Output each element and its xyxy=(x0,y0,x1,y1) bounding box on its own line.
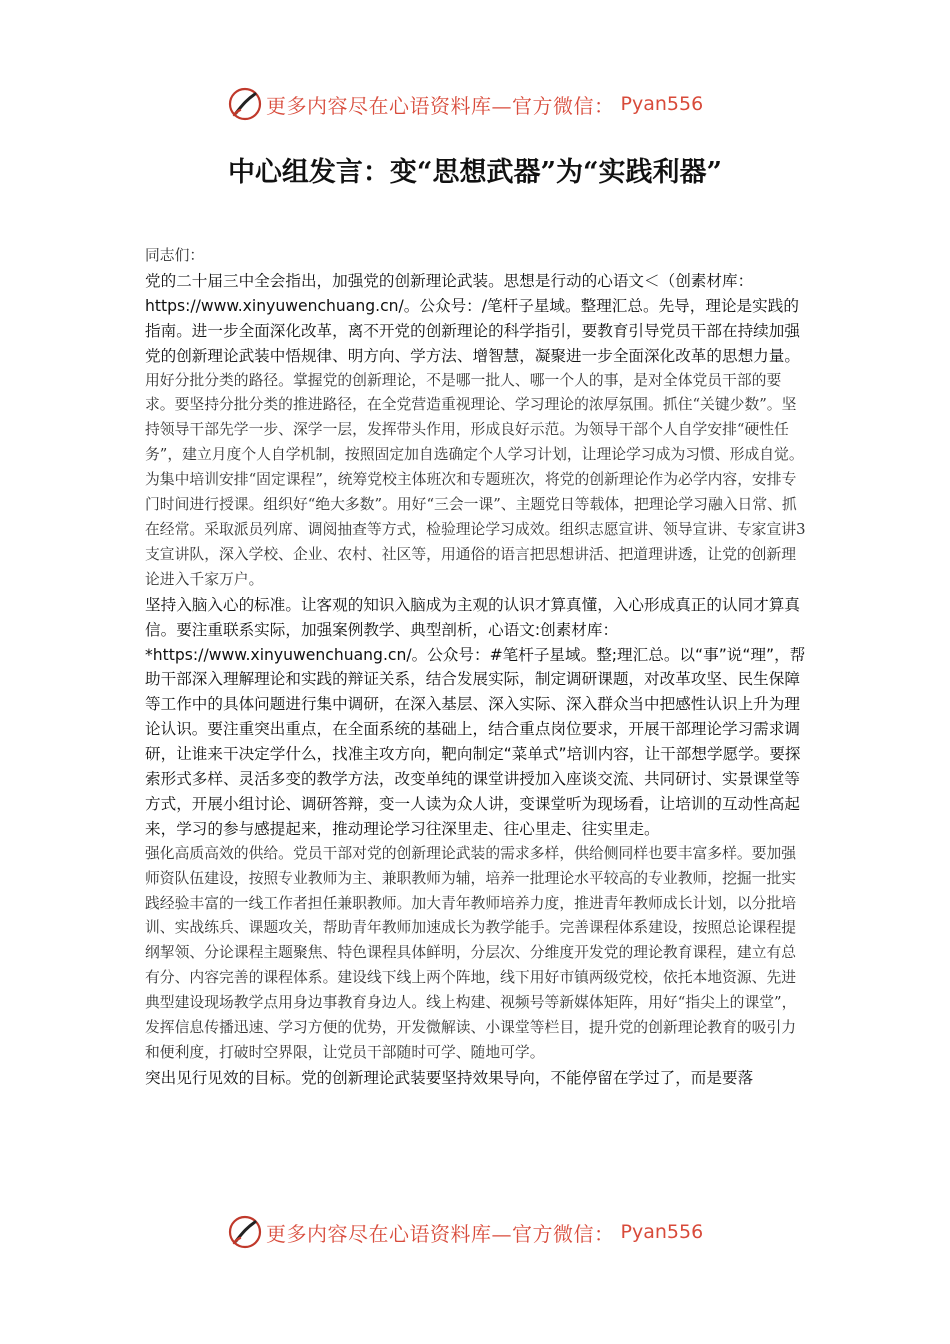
brush-logo-icon xyxy=(228,1215,262,1249)
paragraph-intro: 党的二十届三中全会指出，加强党的创新理论武装。思想是行动的心语文＜（创素材库：https://www.xinyuwenchuang.cn/。公众号：/笔杆子星域。整理汇总。先导，理论是实践的指南。进一步全面深化改革，离不开党的创新理论的科学指引，要教育引导党员干部在持续加强党的创新理论武装中悟规律、明方向、学方法、增智慧，凝聚进一步全面深化改革的思想力量。 xyxy=(145,271,800,365)
paragraph-path: 用好分批分类的路径。掌握党的创新理论，不是哪一批人、哪一个人的事，是对全体党员干部的要求。要坚持分批分类的推进路径，在全党营造重视理论、学习理论的浓厚氛围。抓住“关键少数”。坚持领导干部先学一步、深学一层，发挥带头作用，形成良好示范。为领导干部个人自学安排“硬性任务”，建立月度个人自学机制，按照固定加自选确定个人学习计划，让理论学习成为习惯、形成自觉。为集中培训安排“固定课程”，统筹党校主体班次和专题班次，将党的创新理论作为必学内容，安排专门时间进行授课。组织好“绝大多数”。用好“三会一课”、主题党日等载体，把理论学习融入日常、抓在经常。采取派员列席、调阅抽查等方式，检验理论学习成效。组织志愿宣讲、领导宣讲、专家宣讲3支宣讲队，深入学校、企业、农村、社区等，用通俗的语言把思想讲活、把道理讲透，让党的创新理论进入千家万户。 xyxy=(145,371,806,588)
banner-text: 更多内容尽在心语资料库—官方微信： xyxy=(266,1221,615,1246)
banner-account: Pyan556 xyxy=(620,93,704,115)
banner-text: 更多内容尽在心语资料库—官方微信： xyxy=(266,93,615,118)
brush-logo-icon xyxy=(228,87,262,121)
document-title: 中心组发言：变“思想武器”为“实践利器” xyxy=(227,157,723,188)
paragraph-supply: 强化高质高效的供给。党员干部对党的创新理论武装的需求多样，供给侧同样也要丰富多样。要加强师资队伍建设，按照专业教师为主、兼职教师为辅，培养一批理论水平较高的专业教师，挖掘一批实践经验丰富的一线工作者担任兼职教师。加大青年教师培养力度，推进青年教师成长计划，以分批培训、实战练兵、课题攻关，帮助青年教师加速成长为教学能手。完善课程体系建设，按照总论课程提纲挈领、分论课程主题聚焦、特色课程具体鲜明，分层次、分维度开发党的理论教育课程，建立有总有分、内容完善的课程体系。建设线下线上两个阵地，线下用好市镇两级党校，依托本地资源、先进典型建设现场教学点用身边事教育身边人。线上构建、视频号等新媒体矩阵，用好“指尖上的课堂”，发挥信息传播迅速、学习方便的优势，开发微解读、小课堂等栏目，提升党的创新理论教育的吸引力和便利度，打破时空界限，让党员干部随时可学、随地可学。 xyxy=(145,844,797,1061)
header-banner xyxy=(228,84,728,124)
greeting: 同志们： xyxy=(145,247,205,264)
document-body xyxy=(145,244,807,1091)
paragraph-standard: 坚持入脑入心的标准。让客观的知识入脑成为主观的认识才算真懂，入心形成真正的认同才算真信。要注重联系实际，加强案例教学、典型剖析，心语文:创素材库：*https://www.xinyuwenchuang.cn/。公众号：#笔杆子星域。整;理汇总。以“事”说“理”，帮助干部深入理解理论和实践的辩证关系，结合发展实际，制定调研课题，对改革攻坚、民生保障等工作中的具体问题进行集中调研，在深入基层、深入实际、深入群众当中把感性认识上升为理论认识。要注重突出重点，在全面系统的基础上，结合重点岗位要求，开展干部理论学习需求调研，让谁来干决定学什么，找准主攻方向，靶向制定“菜单式”培训内容，让干部想学愿学。要探索形式多样、灵活多变的教学方法，改变单纯的课堂讲授加入座谈交流、共同研讨、实景课堂等方式，开展小组讨论、调研答辩，变一人读为众人讲，变课堂听为现场看，让培训的互动性高起来，学习的参与感提起来，推动理论学习往深里走、往心里走、往实里走。 xyxy=(145,595,806,838)
footer-banner xyxy=(228,1212,728,1252)
paragraph-goal: 突出见行见效的目标。党的创新理论武装要坚持效果导向，不能停留在学过了，而是要落 xyxy=(145,1068,754,1087)
banner-account: Pyan556 xyxy=(620,1221,704,1243)
